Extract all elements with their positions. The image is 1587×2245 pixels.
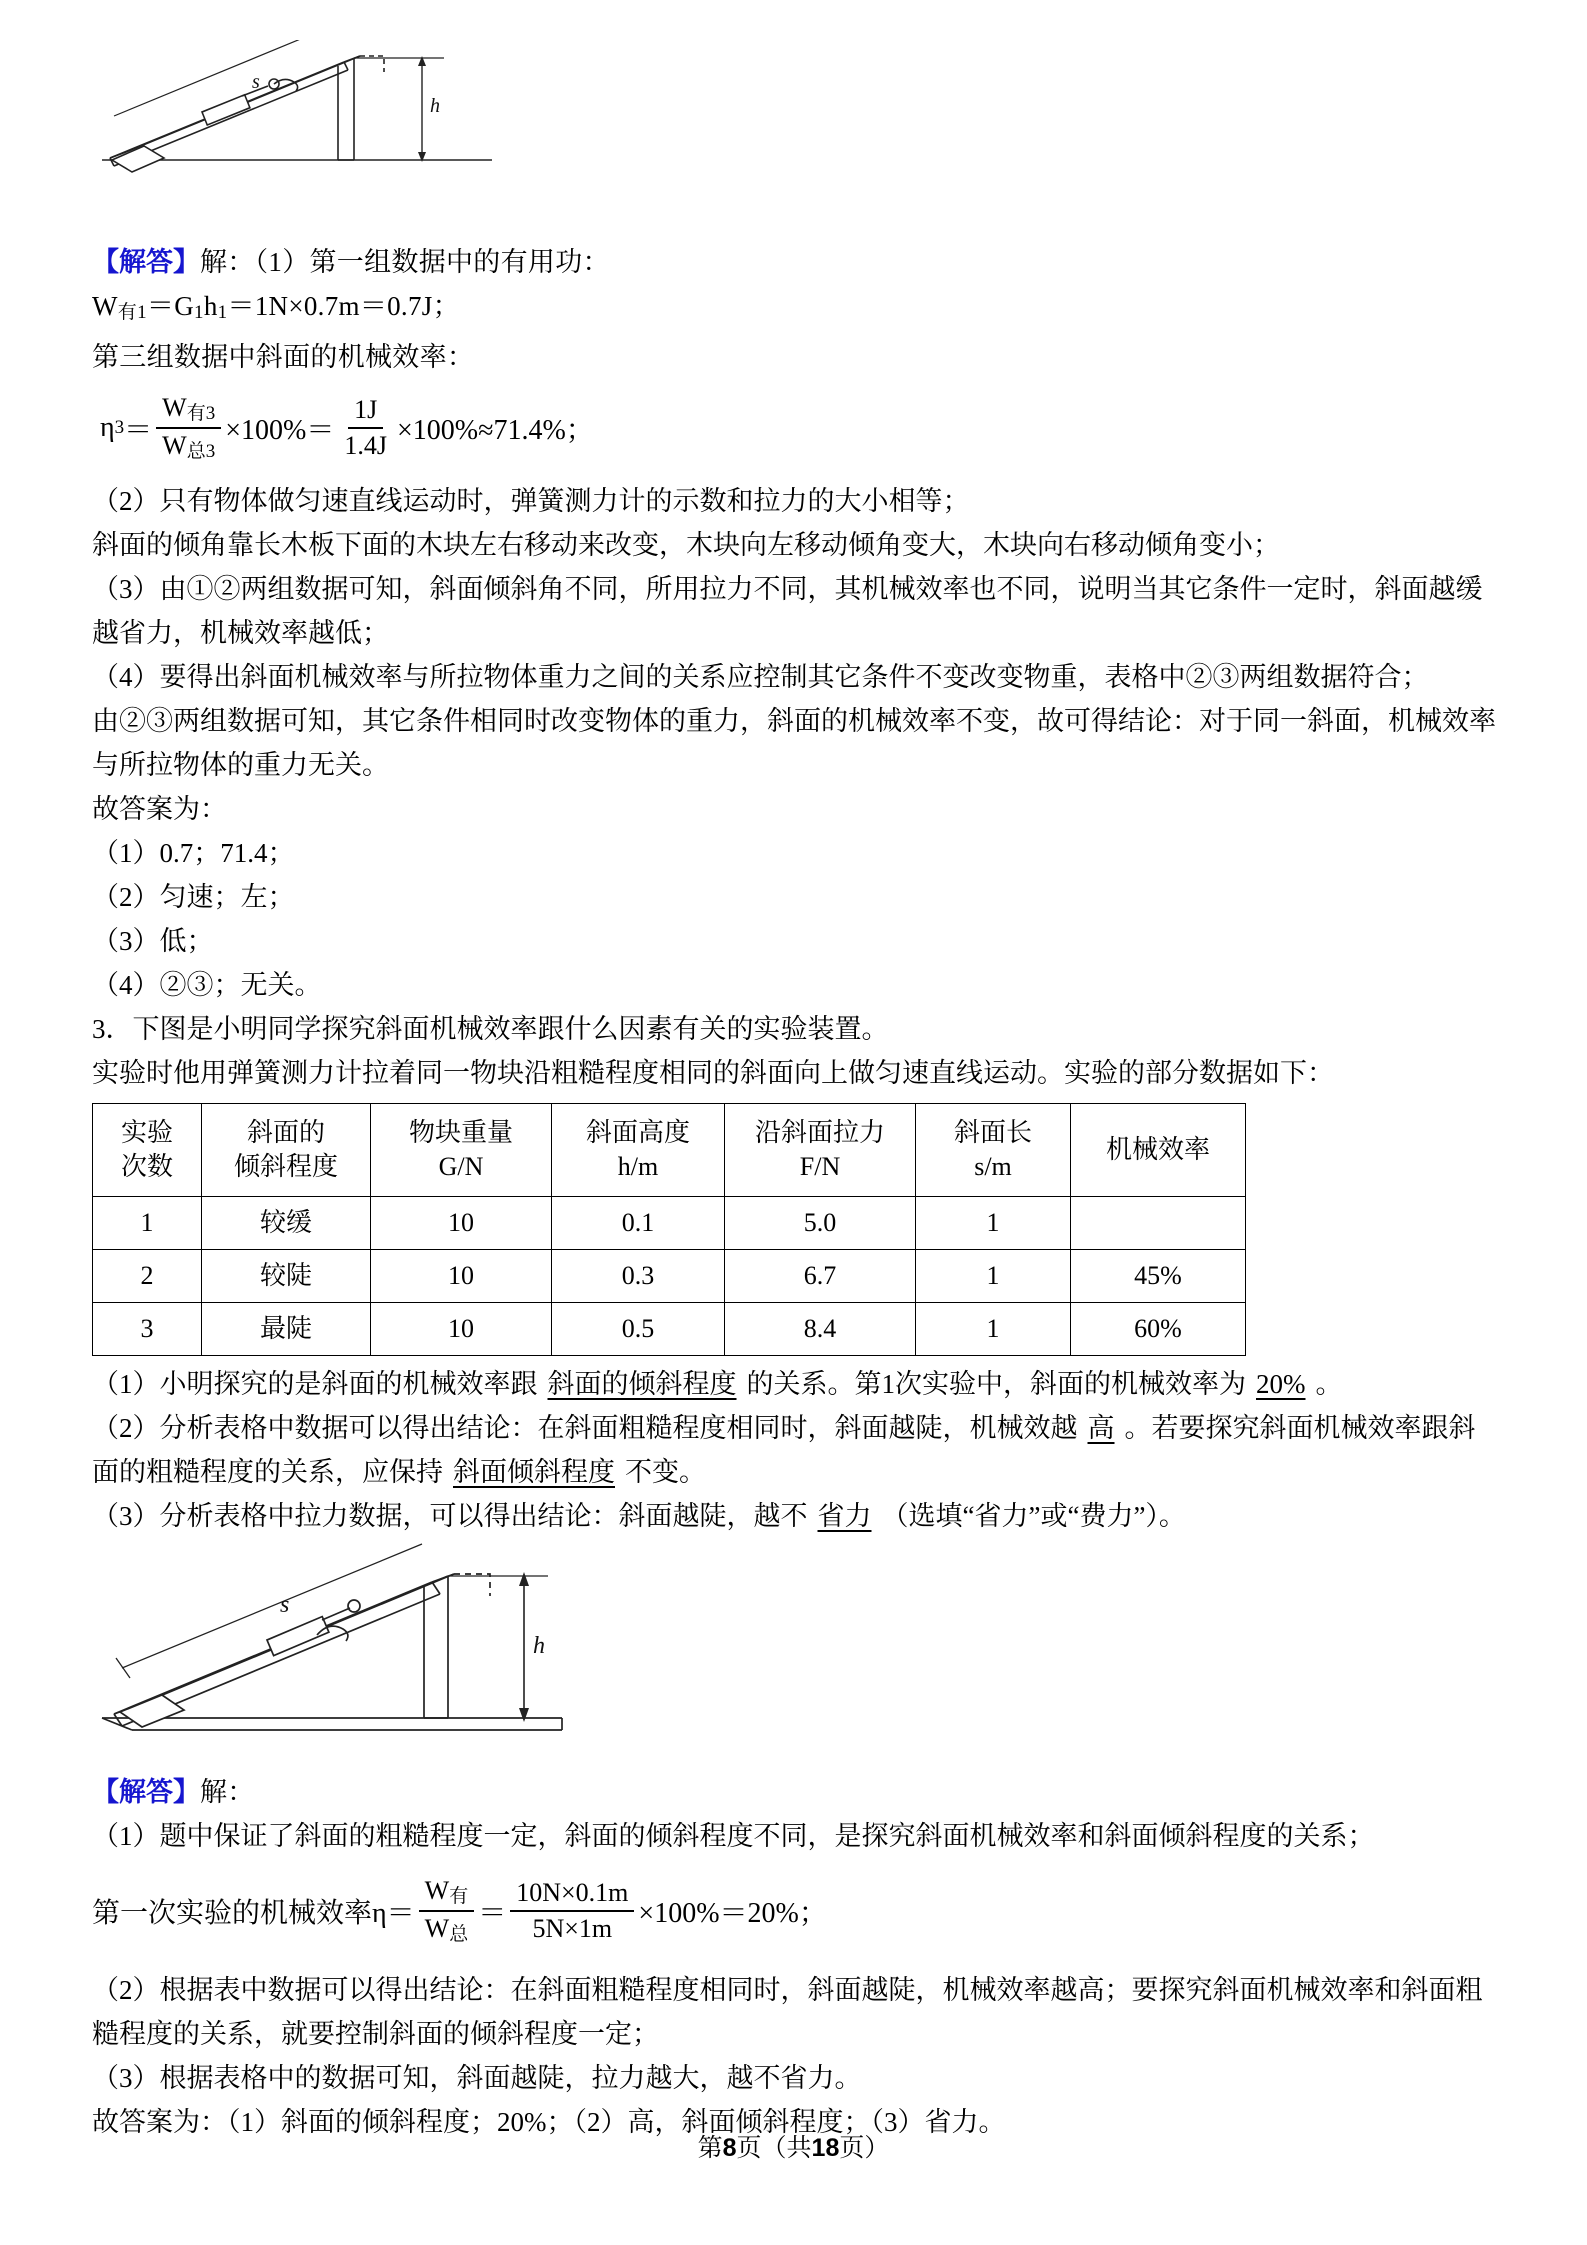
header-line-1: 斜面长: [953, 1117, 1032, 1147]
efficiency-formula-2: [92, 1876, 827, 1946]
fraction-numerator: [419, 1876, 475, 1912]
figure2-label-s: s: [280, 1592, 290, 1618]
efficiency-formula-1: [100, 393, 594, 463]
table-row: [93, 1196, 1246, 1249]
header-line-1: 沿斜面拉力: [754, 1117, 885, 1147]
cell-efficiency: 60%: [1071, 1302, 1246, 1355]
cell-efficiency: [1071, 1196, 1246, 1249]
q3-suffix: （选填“省力”或“费力”）。: [881, 1500, 1186, 1531]
eta-subscript: 3: [114, 416, 125, 438]
numeric-numerator: 1J: [348, 395, 383, 429]
header-line-2: 倾斜程度: [233, 1151, 338, 1181]
cell-weight: 10: [371, 1249, 552, 1302]
figure2-label-h: h: [533, 1633, 545, 1659]
question3-stem-line2: 实验时他用弹簧测力计拉着同一物块沿粗糙程度相同的斜面向上做匀速直线运动。实验的部分数据如下：: [92, 1057, 1334, 1088]
formula-tail: ×100%≈71.4%；: [396, 414, 594, 446]
cell-steepness: 最陡: [202, 1302, 371, 1355]
solution2-answer: 故答案为：（1）斜面的倾斜程度；20%；（2）高，斜面倾斜程度；（3）省力。: [92, 2106, 1006, 2137]
cell-length: 1: [916, 1302, 1071, 1355]
numeric-numerator: 10N×0.1m: [510, 1878, 634, 1912]
footer-mid: 页（共: [736, 2134, 812, 2162]
solution1-p2b: 斜面的倾角靠长木板下面的木块左右移动来改变，木块向左移动倾角变大，木块向右移动倾角变小；: [92, 529, 1280, 560]
q1-prefix: （1）小明探究的是斜面的机械效率跟: [92, 1368, 538, 1399]
header-line-1: 实验: [120, 1117, 173, 1147]
numerator-w: W: [424, 1876, 450, 1905]
numerator-sub: 有3: [186, 403, 216, 424]
table-row: [93, 1302, 1246, 1355]
q2-middle: 。若要探究斜面机械效率跟斜面的粗糙程度的关系，应保持: [92, 1412, 1476, 1487]
solution1-p3: （3）由①②两组数据可知，斜面倾斜角不同，所用拉力不同，其机械效率也不同，说明当其它条件一定时，斜面越缓越省力，机械效率越低；: [92, 573, 1483, 648]
header-mechanical-efficiency: [1071, 1103, 1246, 1196]
footer-page-number: 8: [722, 2134, 737, 2162]
denominator-sub: 总: [449, 1923, 469, 1945]
q1-suffix: 。: [1315, 1368, 1343, 1399]
solution1-lead-text: 解：（1）第一组数据中的有用功：: [200, 247, 610, 277]
fraction-useful-over-total: [156, 393, 221, 463]
header-incline-steepness: [202, 1103, 371, 1196]
page-footer: [0, 2128, 1587, 2164]
cell-weight: 10: [371, 1302, 552, 1355]
solution1-work-formula: [92, 284, 1502, 335]
q2-prefix: （2）分析表格中数据可以得出结论：在斜面粗糙程度相同时，斜面越陡，机械效越: [92, 1412, 1078, 1443]
header-line-2: 次数: [120, 1151, 173, 1181]
solution2-lead-line: [92, 1770, 1502, 1814]
cell-steepness: 较缓: [202, 1196, 371, 1249]
solution2-p1: （1）题中保证了斜面的粗糙程度一定，斜面的倾斜程度不同，是探究斜面机械效率和斜面倾斜程度的关系；: [92, 1821, 1375, 1851]
cell-force: 8.4: [725, 1302, 916, 1355]
cell-height: 0.3: [552, 1249, 725, 1302]
q1-answer-blank: 斜面的倾斜程度: [547, 1368, 737, 1399]
cell-steepness: 较陡: [202, 1249, 371, 1302]
fraction-denominator: [419, 1912, 475, 1946]
h-symbol: h: [203, 291, 218, 321]
header-line-2: F/N: [799, 1151, 841, 1181]
jieda-tag: 【解答】: [92, 247, 200, 277]
header-line-1: 物块重量: [408, 1117, 513, 1147]
header-pull-force: [725, 1103, 916, 1196]
formula2-prefix: 第一次实验的机械效率η＝: [92, 1897, 415, 1929]
w-symbol: W: [92, 291, 118, 321]
formula2-tail: ×100%＝20%；: [638, 1897, 827, 1929]
question3-sub2: [92, 1406, 1502, 1494]
eq-part-1: ＝G: [146, 291, 195, 321]
cell-trial-number: 3: [93, 1302, 202, 1355]
experiment-data-table: [92, 1103, 1246, 1356]
numerator-sub: 有: [449, 1886, 469, 1907]
w-subscript: 有1: [117, 302, 147, 323]
cell-height: 0.5: [552, 1302, 725, 1355]
solution1-answer-lead: 故答案为：: [92, 793, 227, 824]
h-subscript: 1: [217, 302, 228, 323]
fraction-useful-over-total-2: [419, 1876, 475, 1946]
figure1-label-h: h: [430, 95, 440, 117]
jieda-tag-2: 【解答】: [92, 1777, 200, 1807]
header-line-2: h/m: [617, 1151, 659, 1181]
fraction-denominator: [156, 429, 221, 463]
q2-answer-blank: 高: [1087, 1412, 1115, 1443]
numeric-denominator: 1.4J: [344, 430, 387, 460]
g-subscript: 1: [194, 302, 204, 323]
header-incline-height: [552, 1103, 725, 1196]
formula2-equals: ＝: [478, 1897, 507, 1929]
denominator-sub: 总3: [186, 440, 216, 462]
table-row: [93, 1249, 1246, 1302]
solution2-p2: （2）根据表中数据可以得出结论：在斜面粗糙程度相同时，斜面越陡，机械效率越高；要探究斜面机械效率和斜面粗糙程度的关系，就要控制斜面的倾斜程度一定；: [92, 1974, 1483, 2049]
numeric-denominator: 5N×1m: [532, 1913, 613, 1943]
header-block-weight: [371, 1103, 552, 1196]
solution1-p4a: （4）要得出斜面机械效率与所拉物体重力之间的关系应控制其它条件不变改变物重，表格中②③两组数据符合；: [92, 661, 1429, 692]
cell-weight: 10: [371, 1196, 552, 1249]
equals-sign: ＝: [124, 414, 153, 446]
q2-answer-blank-2: 斜面倾斜程度: [453, 1456, 615, 1487]
solution1-line2: 第三组数据中斜面的机械效率：: [92, 342, 475, 372]
eq-part-2: ＝1N×0.7m＝0.7J；: [227, 291, 460, 321]
footer-total-pages: 18: [811, 2134, 840, 2162]
header-incline-length: [916, 1103, 1071, 1196]
table-header-row: [93, 1103, 1246, 1196]
solution1-answer-4: （4）②③；无关。: [92, 969, 322, 1000]
q3-prefix: （3）分析表格中拉力数据，可以得出结论：斜面越陡，越不: [92, 1500, 808, 1531]
denominator-w: W: [424, 1913, 450, 1943]
question3-sub3: [92, 1494, 1502, 1538]
eta-symbol: η: [100, 411, 115, 443]
q2-suffix: 不变。: [625, 1456, 706, 1487]
cell-force: 6.7: [725, 1249, 916, 1302]
cell-trial-number: 2: [93, 1249, 202, 1302]
fraction-numeric-2: [510, 1878, 634, 1944]
header-line-2: s/m: [974, 1151, 1012, 1181]
solution1-lead-line: [92, 240, 1502, 284]
solution2-lead-text: 解：: [200, 1777, 255, 1807]
solution1-answer-1: （1）0.7；71.4；: [92, 837, 295, 868]
denominator-w: W: [162, 430, 187, 460]
cell-trial-number: 1: [93, 1196, 202, 1249]
cell-length: 1: [916, 1249, 1071, 1302]
header-trial-number: [93, 1103, 202, 1196]
header-line-1: 机械效率: [1105, 1134, 1210, 1164]
incline-diagram-bottom: [92, 1540, 572, 1745]
footer-prefix: 第: [697, 2134, 723, 2162]
solution1-p4b: 由②③两组数据可知，其它条件相同时改变物体的重力，斜面的机械效率不变，故可得结论：对于同一斜面，机械效率与所拉物体的重力无关。: [92, 705, 1496, 780]
solution1-answer-2: （2）匀速；左；: [92, 881, 295, 912]
q1-middle: 的关系。第1次实验中，斜面的机械效率为: [746, 1368, 1246, 1399]
header-line-1: 斜面高度: [585, 1117, 690, 1147]
fraction-numerator: [156, 393, 221, 429]
cell-force: 5.0: [725, 1196, 916, 1249]
cell-efficiency: 45%: [1071, 1249, 1246, 1302]
fraction-numeric: [338, 395, 393, 461]
solution1-answer-3: （3）低；: [92, 925, 214, 956]
question3-stem-line1: 3．下图是小明同学探究斜面机械效率跟什么因素有关的实验装置。: [92, 1013, 889, 1044]
footer-suffix: 页）: [839, 2134, 890, 2162]
question3-sub1: [92, 1362, 1502, 1406]
figure1-label-s: s: [252, 71, 260, 93]
q3-answer-blank: 省力: [817, 1500, 872, 1531]
solution1-p2a: （2）只有物体做匀速直线运动时，弹簧测力计的示数和拉力的大小相等；: [92, 485, 970, 516]
numerator-w: W: [162, 393, 187, 422]
cell-height: 0.1: [552, 1196, 725, 1249]
cell-length: 1: [916, 1196, 1071, 1249]
incline-diagram-top: [92, 40, 512, 180]
header-line-2: G/N: [438, 1151, 484, 1181]
q1-answer-blank-2: 20%: [1256, 1368, 1306, 1399]
formula-mid: ×100%＝: [225, 414, 335, 446]
solution2-p3: （3）根据表格中的数据可知，斜面越陡，拉力越大，越不省力。: [92, 2062, 862, 2093]
header-line-1: 斜面的: [246, 1117, 325, 1147]
